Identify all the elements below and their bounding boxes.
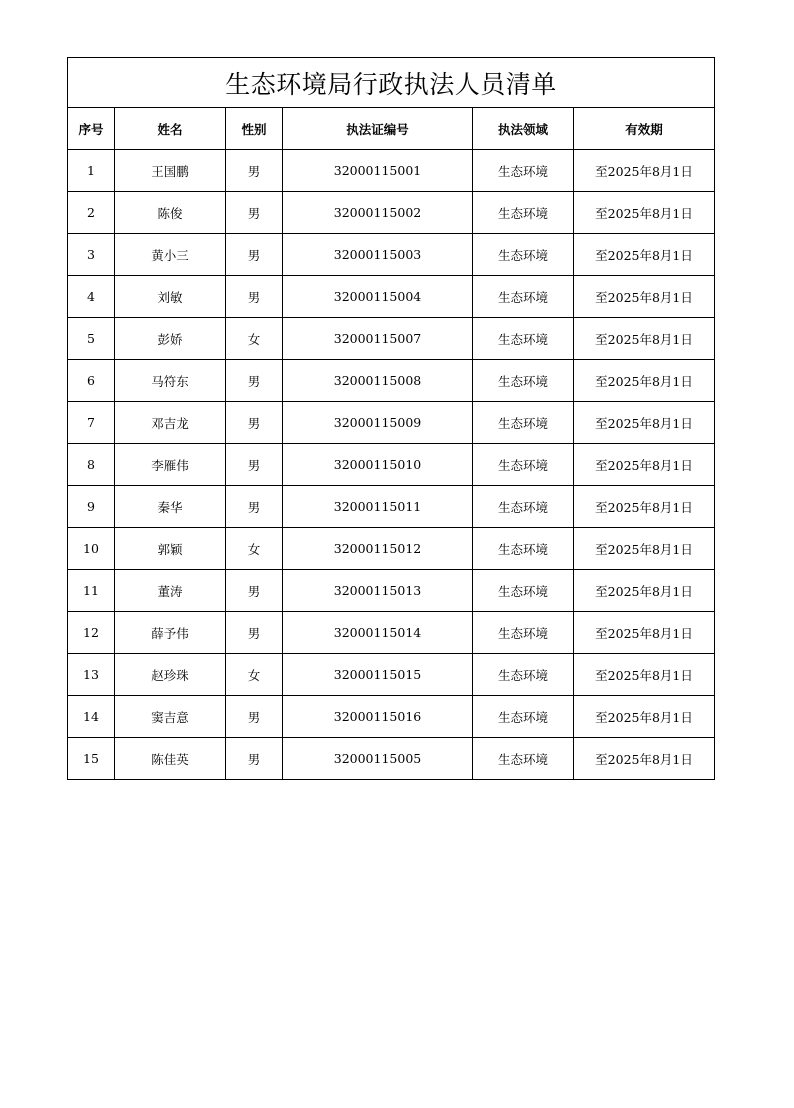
cell-cert-no: 32000115001: [283, 150, 473, 192]
cell-name: 王国鹏: [115, 150, 226, 192]
cell-domain: 生态环境: [473, 234, 574, 276]
cell-cert-no: 32000115016: [283, 696, 473, 738]
cell-cert-no: 32000115003: [283, 234, 473, 276]
table-row: [68, 654, 715, 696]
cell-domain: 生态环境: [473, 318, 574, 360]
table-row: [68, 444, 715, 486]
cell-name: 陈俊: [115, 192, 226, 234]
cell-index: 8: [68, 444, 115, 486]
cell-index: 1: [68, 150, 115, 192]
cell-index: 4: [68, 276, 115, 318]
cell-validity: 至2025年8月1日: [574, 654, 715, 696]
cell-index: 7: [68, 402, 115, 444]
cell-domain: 生态环境: [473, 570, 574, 612]
cell-gender: 男: [226, 150, 283, 192]
cell-index: 13: [68, 654, 115, 696]
cell-cert-no: 32000115004: [283, 276, 473, 318]
table-row: [68, 570, 715, 612]
cell-index: 9: [68, 486, 115, 528]
cell-index: 14: [68, 696, 115, 738]
cell-domain: 生态环境: [473, 528, 574, 570]
column-header-row: [68, 108, 715, 150]
cell-gender: 男: [226, 486, 283, 528]
cell-gender: 男: [226, 612, 283, 654]
cell-index: 2: [68, 192, 115, 234]
cell-index: 12: [68, 612, 115, 654]
cell-gender: 男: [226, 360, 283, 402]
cell-name: 黄小三: [115, 234, 226, 276]
table-row: [68, 276, 715, 318]
cell-validity: 至2025年8月1日: [574, 738, 715, 780]
table-row: [68, 612, 715, 654]
table-row: [68, 696, 715, 738]
cell-validity: 至2025年8月1日: [574, 360, 715, 402]
cell-domain: 生态环境: [473, 444, 574, 486]
enforcement-personnel-table: [67, 57, 715, 780]
cell-gender: 女: [226, 528, 283, 570]
cell-gender: 男: [226, 276, 283, 318]
cell-gender: 女: [226, 318, 283, 360]
cell-gender: 男: [226, 570, 283, 612]
table-row: [68, 318, 715, 360]
cell-gender: 男: [226, 696, 283, 738]
cell-index: 5: [68, 318, 115, 360]
cell-name: 薛予伟: [115, 612, 226, 654]
cell-name: 陈佳英: [115, 738, 226, 780]
cell-gender: 女: [226, 654, 283, 696]
cell-name: 李雁伟: [115, 444, 226, 486]
page-title: 生态环境局行政执法人员清单: [68, 58, 715, 108]
cell-cert-no: 32000115002: [283, 192, 473, 234]
column-header-validity: 有效期: [574, 108, 715, 150]
cell-name: 董涛: [115, 570, 226, 612]
cell-name: 秦华: [115, 486, 226, 528]
cell-validity: 至2025年8月1日: [574, 234, 715, 276]
cell-domain: 生态环境: [473, 654, 574, 696]
cell-cert-no: 32000115009: [283, 402, 473, 444]
cell-gender: 男: [226, 234, 283, 276]
cell-cert-no: 32000115007: [283, 318, 473, 360]
title-row: [68, 58, 715, 108]
table-row: [68, 234, 715, 276]
table-row: [68, 738, 715, 780]
cell-validity: 至2025年8月1日: [574, 150, 715, 192]
cell-cert-no: 32000115011: [283, 486, 473, 528]
cell-name: 窦吉意: [115, 696, 226, 738]
cell-name: 郭颖: [115, 528, 226, 570]
column-header-gender: 性别: [226, 108, 283, 150]
cell-index: 15: [68, 738, 115, 780]
cell-gender: 男: [226, 738, 283, 780]
column-header-name: 姓名: [115, 108, 226, 150]
column-header-cert-no: 执法证编号: [283, 108, 473, 150]
cell-domain: 生态环境: [473, 486, 574, 528]
cell-validity: 至2025年8月1日: [574, 192, 715, 234]
cell-gender: 男: [226, 444, 283, 486]
cell-validity: 至2025年8月1日: [574, 696, 715, 738]
cell-validity: 至2025年8月1日: [574, 486, 715, 528]
table-row: [68, 402, 715, 444]
cell-cert-no: 32000115012: [283, 528, 473, 570]
cell-name: 赵珍珠: [115, 654, 226, 696]
cell-validity: 至2025年8月1日: [574, 402, 715, 444]
table-row: [68, 360, 715, 402]
cell-domain: 生态环境: [473, 360, 574, 402]
table-body: [68, 150, 715, 780]
table-row: [68, 150, 715, 192]
cell-cert-no: 32000115013: [283, 570, 473, 612]
cell-name: 马符东: [115, 360, 226, 402]
table-row: [68, 486, 715, 528]
cell-index: 11: [68, 570, 115, 612]
cell-name: 刘敏: [115, 276, 226, 318]
cell-name: 邓吉龙: [115, 402, 226, 444]
cell-validity: 至2025年8月1日: [574, 276, 715, 318]
cell-validity: 至2025年8月1日: [574, 570, 715, 612]
cell-index: 10: [68, 528, 115, 570]
column-header-domain: 执法领域: [473, 108, 574, 150]
cell-index: 3: [68, 234, 115, 276]
cell-validity: 至2025年8月1日: [574, 444, 715, 486]
cell-cert-no: 32000115005: [283, 738, 473, 780]
cell-cert-no: 32000115008: [283, 360, 473, 402]
cell-domain: 生态环境: [473, 192, 574, 234]
cell-validity: 至2025年8月1日: [574, 612, 715, 654]
cell-domain: 生态环境: [473, 696, 574, 738]
cell-cert-no: 32000115015: [283, 654, 473, 696]
cell-gender: 男: [226, 402, 283, 444]
cell-cert-no: 32000115014: [283, 612, 473, 654]
cell-domain: 生态环境: [473, 150, 574, 192]
cell-domain: 生态环境: [473, 276, 574, 318]
cell-domain: 生态环境: [473, 402, 574, 444]
cell-validity: 至2025年8月1日: [574, 318, 715, 360]
cell-validity: 至2025年8月1日: [574, 528, 715, 570]
table-row: [68, 192, 715, 234]
cell-domain: 生态环境: [473, 612, 574, 654]
cell-domain: 生态环境: [473, 738, 574, 780]
cell-gender: 男: [226, 192, 283, 234]
table-row: [68, 528, 715, 570]
cell-index: 6: [68, 360, 115, 402]
cell-name: 彭娇: [115, 318, 226, 360]
cell-cert-no: 32000115010: [283, 444, 473, 486]
column-header-index: 序号: [68, 108, 115, 150]
